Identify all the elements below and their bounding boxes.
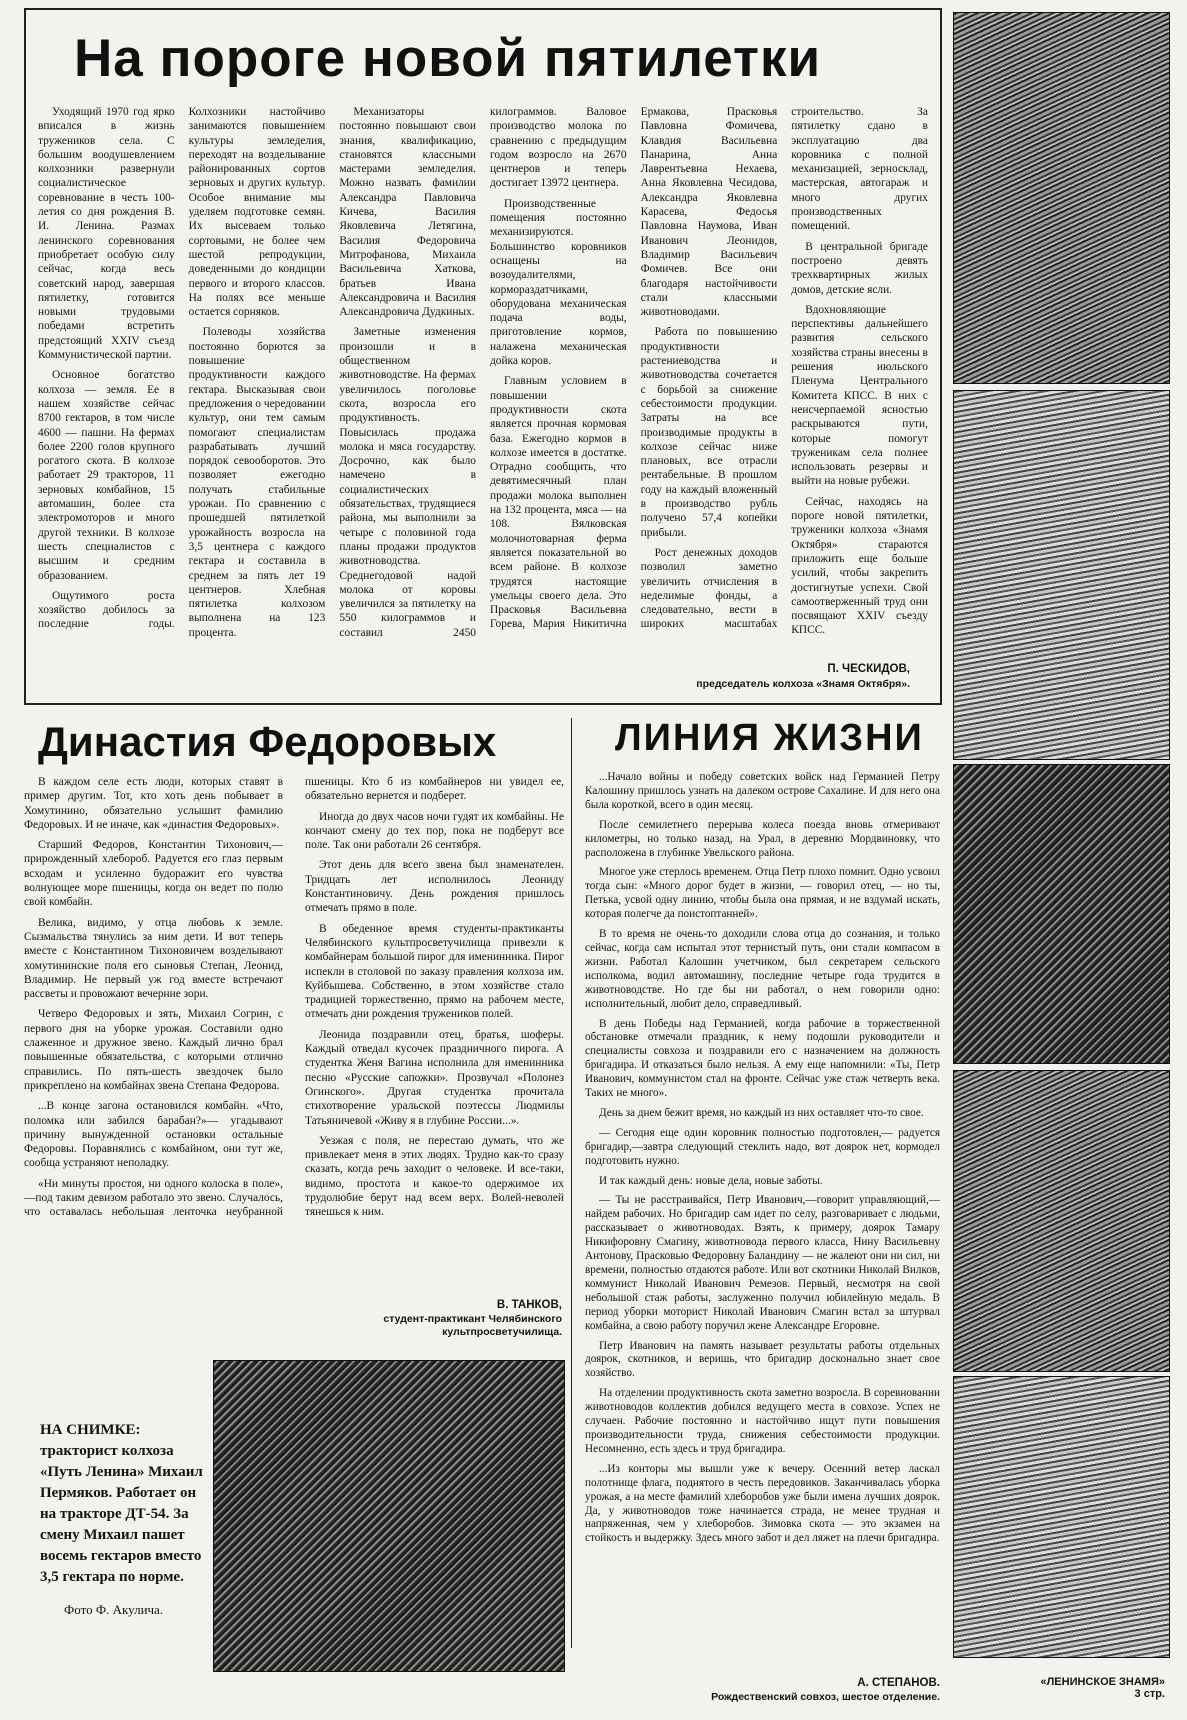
paragraph: Этот день для всего звена был знаменателен. Тридцать лет исполнилось Леониду Константиновичу. День рождения пришлось отмечать прямо в поле. — [305, 859, 564, 915]
author-name: А. СТЕПАНОВ. — [857, 1677, 940, 1689]
paragraph: Старший Федоров, Константин Тихонович,—прирожденный хлебороб. Радуется его глаз первым всходам и усиленно будоражит его чувства волнующее море пшеницы, когда он ведет по полю свой комбайн. — [24, 839, 283, 909]
paragraph: В каждом селе есть люди, которых ставят в пример другим. Тот, кто хоть день побывает в Хомутинино, обязательно услышит фамилию Федоровых. И не иначе, как «династия Федоровых». — [24, 776, 283, 831]
paragraph: Работа по повышению продуктивности растениеводства и животноводства сочетается с борьбой за снижение себестоимости продукции. Затраты на все производимые продукты в колхозе сейчас ниже плановых, все отрасли рентабельные. В прошлом году на каждый вложенный в производство рубль получено 57,4 копейки прибыли. — [640, 326, 778, 539]
caption-text: тракторист колхоза «Путь Ленина» Михаил Пермяков. Работает он на тракторе ДТ-54. За смену Михаил пашет восемь гектаров вместо 3,5 гектара по норме. — [40, 1443, 203, 1585]
paragraph: Уходящий 1970 год ярко вписался в жизнь тружеников села. С большим воодушевлением колхозники развернули социалистическое соревнование в честь 100-летия со дня рождения В. И. Ленина. Размах ленинского соревнования приобретает особую силу сейчас, когда весь советский народ, завершая пятилетку, готовится новыми трудовыми победами встретить предстоящий XXIV съезд Коммунистической партии. — [38, 106, 175, 362]
paragraph: Сейчас, находясь на пороге новой пятилетки, труженики колхоза «Знамя Октября» стараются приложить еще больше усилий, чтобы закрепить достигнутые успехи. Свой самоотверженный труд они посвящают XXIV съезду КПСС. — [791, 495, 928, 637]
paragraph: Полеводы хозяйства постоянно борются за повышение продуктивности каждого гектара. Высказывая свои предложения о чередовании культур, они тем самым помогают специалистам разрабатывать лучший порядок севооборотов. Это позволяет ежегодно получать стабильные урожаи. По сравнению с прошедшей пятилеткой урожайность возросла на 3,5 центнера с каждого гектара и составила в среднем за пять лет 19 центнеров. Хлебная пятилетка колхозом выполнена на 123 процента. — [188, 326, 326, 639]
paragraph: Иногда до двух часов ночи гудят их комбайны. Не кончают смену до тех пор, пока не подберут все поле. Так они работали 26 сентября. — [305, 810, 564, 852]
article-dynasty-title: Династия Федоровых — [38, 718, 497, 765]
article-pyatiletka — [24, 8, 942, 705]
paragraph: ...Из конторы мы вышли уже к вечеру. Осенний ветер ласкал полотнище флага, поднятого в честь передовиков. Заканчивалась уборка урожая, а на месте фамилий хлеборобов уже были имена лучших доярок. Да, у животноводов тоже начинается страда, не менее трудная и напряженная, чем у хлеборобов. Зимовка скота — это экзамен на стойкость и выдержку. Здесь много забот и дел ляжет на плечи бригадира. — [585, 1462, 940, 1545]
paragraph: Рост денежных доходов позволил заметно увеличить отчисления в неделимые фонды, а следовательно, вести в широких масштабах строительство. За пятилетку сдано в эксплуатацию два коровника с полной механизацией, зерносклад, мастерская, автогараж и много других производственных помещений. — [640, 106, 928, 631]
paragraph: В центральной бригаде построено девять трехквартирных жилых домов, детские ясли. — [791, 240, 928, 296]
paragraph: Производственные помещения постоянно механизируются. Большинство коровников оснащены на возоудалителями, кормораздатчиками, оборудована механическая подача воды, приготовление кормов, налажена механическая дойка коров. — [489, 197, 627, 368]
paragraph: «Ни минуты простоя, ни одного колоска в поле»,—под таким девизом работало это звено. Случалось, что оставалась небольшая ленточка неубранной пшеницы. Кто б из комбайнеров ни увидел ее, обязательно вернется и подберет. — [24, 776, 564, 1219]
page-footer — [980, 1676, 1165, 1700]
harvest-photo — [953, 1376, 1170, 1658]
article-pyatiletka-body — [38, 105, 928, 660]
author-name: П. ЧЕСКИДОВ, — [827, 663, 910, 675]
paragraph: В обеденное время студенты-практиканты Челябинского культпросветучилища привезли к комбайнерам большой пирог для именинника. Пирог испекли в столовой по заказу правления колхоза им. Куйбышева. Собственно, в этом хозяйстве стало традицией торжественно, прямо на рабочем месте, отмечать дни рождения тружеников полей. — [305, 922, 564, 1021]
paragraph: И так каждый день: новые дела, новые заботы. — [599, 1174, 823, 1187]
paragraph: Основное богатство колхоза — земля. Ее в нашем хозяйстве сейчас 8700 гектаров, в том числе 4600 — пашни. На фермах более 2200 голов крупного рогатого скота. В колхозе работает 29 тракторов, 11 зерновых комбайнов, 15 автомашин, более ста электромоторов и много другой техники. В колхозе шесть специалистов с высшим и средним образованием. — [38, 369, 175, 582]
author-name: В. ТАНКОВ, — [496, 1299, 562, 1311]
article-lifeline-body — [585, 771, 940, 1641]
paragraph: ...Начало войны и победу советских войск над Германией Петру Калошину пришлось узнать на далеком острове Сахалине. И для него она была короткой, всего в один месяц. — [585, 771, 940, 811]
article-lifeline-title: ЛИНИЯ ЖИЗНИ — [615, 717, 924, 759]
combine-photo — [953, 764, 1170, 1064]
author-title: Рождественский совхоз, шестое отделение. — [711, 1691, 940, 1703]
article-lifeline-signature — [640, 1676, 940, 1704]
paragraph: После семилетнего перерыва колеса поезда вновь отмеривают километры, но только назад, на Урал, в деревню Мордвиновку, что расположена в глубинке Увельского района. — [585, 818, 940, 859]
photo-caption — [40, 1420, 208, 1618]
paragraph: Четверо Федоровых и зять, Михаил Согрин, с первого дня на уборке урожая. Составили одно слаженное и дружное звено. Каждый лично брал повышенные обязательства, с которыми отлично справились. По пять-шесть звездочек было прикреплено на комбайнах звена Степана Федорова. — [24, 1008, 283, 1092]
tractor-driver-portrait — [213, 1360, 565, 1672]
author-title: студент-практикант Челябинского культпросветучилища. — [383, 1313, 562, 1338]
author-title: председатель колхоза «Знамя Октября». — [696, 678, 910, 690]
paragraph: Леонида поздравили отец, братья, шоферы. Каждый отведал кусочек праздничного пирога. А студентка Женя Вагина исполнила для именинника песню «Русские сапожки». Прозвучал «Полонез Огинского». Другая студентка прочитала стихотворение уральской поэтессы Людмилы Татьяничевой «Живу я в глубине России...». — [305, 1028, 564, 1127]
paragraph: Многое уже стерлось временем. Отца Петр плохо помнит. Одно усвоил тогда сын: «Много дорог будет в жизни, — говорил отец, — но ты, Петька, усвой одну линию, чтобы была она прямая, и не вздумай искать, которая полегче да поистоптанней». — [585, 866, 940, 921]
photo-strip — [953, 12, 1168, 1657]
paragraph: Ощутимого роста хозяйство добилось за последние годы. Колхозники настойчиво занимаются повышением культуры земледелия, переходят на возделывание районированных сортов зерновых и других культур. Особое внимание мы уделяем подготовке семян. Их высеваем только сортовыми, не более чем шестой репродукции, доведенными до кондиции первого и второго классов. На полях все меньше остается сорняков. — [38, 106, 326, 631]
paragraph: День за днем бежит время, но каждый из них оставляет что-то свое. — [599, 1106, 924, 1119]
field-photo-2 — [953, 390, 1170, 760]
paragraph: Главным условием в повышении продуктивности скота является прочная кормовая база. Ежегодно кормов в колхозе имеется в достатке. Отрадно сообщить, что девятимесячный план продажи молока выполнен на 132 процента, мяса — на 108. Вялковская молочнотоварная ферма является показательной во всем районе. В колхозе трудятся настоящие умельцы своего дела. Это Прасковья Васильевна Горева, Мария Никитична Ермакова, Прасковья Павловна Фомичева, Клавдия Васильевна Панарина, Анна Лаврентьевна Нехаева, Анна Яковлевна Чесидова, Александра Яковлевна Карасева, Федосья Павловна Наумова, Иван Иванович Леонидов, Владимир Васильевич Фомичев. Все они благодаря настойчивости стали классными животноводами. — [489, 106, 778, 631]
paragraph: Механизаторы постоянно повышают свои знания, квалификацию, становятся классными мастерами земледелия. Можно назвать фамилии Александра Павловича Кичева, Василия Яковлевича Летягина, Василия Федоровича Митрофанова, Михаила Васильевича Хаткова, братьев Ивана Александровича и Василия Александровича Дудкиных. — [339, 106, 476, 319]
paragraph: Велика, видимо, у отца любовь к земле. Сызмальства тянулись за ним дети. И вот теперь вместе с Константином Тихоновичем возделывают хомутининские поля его сыновья Степан, Леонид, Владимир. Не первый уж год вместе встречают рассветы и провожают вечерние зори. — [24, 916, 283, 1001]
newspaper-name: «ЛЕНИНСКОЕ ЗНАМЯ» — [1040, 1676, 1165, 1688]
paragraph: В то время не очень-то доходили слова отца до сознания, и только сейчас, когда сам испытал этот тернистый путь, они стали компасом в жизни. Работал Калошин учетчиком, был секретарем сельского исполкома, водил автомашину, последние четыре года трудится в животноводстве. Но где бы ни работал, о нем говорили одно: исполнительный, любит дело, справедливый. — [585, 928, 940, 1010]
column-divider — [571, 718, 572, 1648]
page-number: 3 стр. — [1134, 1688, 1165, 1700]
article-dynasty-body — [24, 775, 564, 1295]
caption-lead: НА СНИМКЕ: — [40, 1422, 141, 1438]
paragraph: ...В конце загона остановился комбайн. «Что, поломка или забился барабан?»— угадывают причину вынужденной остановки остальные Федоровы. Поравнялись с комбайном, они тут же, сообща устраняют неполадку. — [24, 1100, 283, 1170]
paragraph: — Сегодня еще один коровник полностью подготовлен,— радуется бригадир,—завтра следующий стеклить надо, вот доярок нет, кормодел подготовить нужно. — [585, 1126, 940, 1167]
paragraph: Заметные изменения произошли и в общественном животноводстве. На фермах увеличилось поголовье скота, возросла его продуктивность. Повысилась продажа молока и мяса государству. Досрочно, как было намечено в социалистических обязательствах, трудящиеся района, мы выполнили за четыре с половиной года планы продажи продуктов животноводства. Среднегодовой надой молока от коровы увеличился за пятилетку на 550 килограммов и составил 2450 килограммов. Валовое производство молока по сравнению с предыдущим годом возросло на 2670 центнеров и теперь достигает 13972 центнера. — [339, 106, 627, 639]
article-pyatiletka-signature — [650, 662, 910, 692]
paragraph: — Ты не расстраивайся, Петр Иванович,—говорит управляющий,—найдем рабочих. Но бригадир сам идет по селу, разговаривает с людьми, рассказывает о животноводах. Взять, к примеру, доярок Тамару Никифоровну Смагину, животновода первого класса, Нину Васильевну Антонову, Прасковью Федоровну Баландину — не жалеют они ни сил, ни времени, полностью отдаются работе. Или вот скотники Николай Вилков, коммунист Николай Иванович Ремезов. Первый, несмотря на свой небольшой стаж работы, заслуженно получил юбилейную медаль. В период уборки моторист Николай Иванович Смагин встал за штурвал комбайна, а свою работу поручил жене Александре Егоровне. — [585, 1194, 940, 1332]
paragraph: В день Победы над Германией, когда рабочие в торжественной обстановке отмечали праздник, к нему подошли руководители и специалисты совхоза и поздравили его с назначением на должность бригадира. И отказаться было нельзя. А ему еще напомнили: «Ты, Петр Иванович, коммунистом стал на фронте. Сейчас уже стаж четверть века. Таких не много». — [585, 1017, 940, 1100]
field-photo-1 — [953, 12, 1170, 384]
photo-credit: Фото Ф. Акулича. — [64, 1602, 164, 1617]
article-dynasty-signature — [300, 1298, 562, 1339]
tractors-photo — [953, 1070, 1170, 1372]
paragraph: Петр Иванович на память называет результаты работы отдельных доярок, скотников, и веришь, что бригадир досконально знает свое хозяйство. — [585, 1339, 940, 1380]
paragraph: Вдохновляющие перспективы дальнейшего развития сельского хозяйства страны внесены в решения июльского Пленума Центрального Комитета КПСС. В них с неисчерпаемой ясностью раскрываются пути, которые помогут труженикам села полнее использовать резервы и выйти на новые рубежи. — [791, 303, 928, 488]
paragraph: На отделении продуктивность скота заметно возросла. В соревновании животноводов коллектив добился ведущего места в совхозе. Успех не случаен. Рабочие постоянно и настойчиво ищут пути повышения производительности труда, снижения себестоимости продукции. Несомненно, есть здесь и труд бригадира. — [585, 1387, 940, 1455]
paragraph: Уезжая с поля, не перестаю думать, что же привлекает меня в этих людях. Трудно как-то сразу сказать, когда речь заходит о человеке. И все-таки, видимо, простота и какое-то одержимое их трудолюбие берут над всем верх. Волей-неволей тянешься к ним. — [305, 1134, 564, 1219]
article-pyatiletka-title: На пороге новой пятилетки — [74, 29, 822, 88]
